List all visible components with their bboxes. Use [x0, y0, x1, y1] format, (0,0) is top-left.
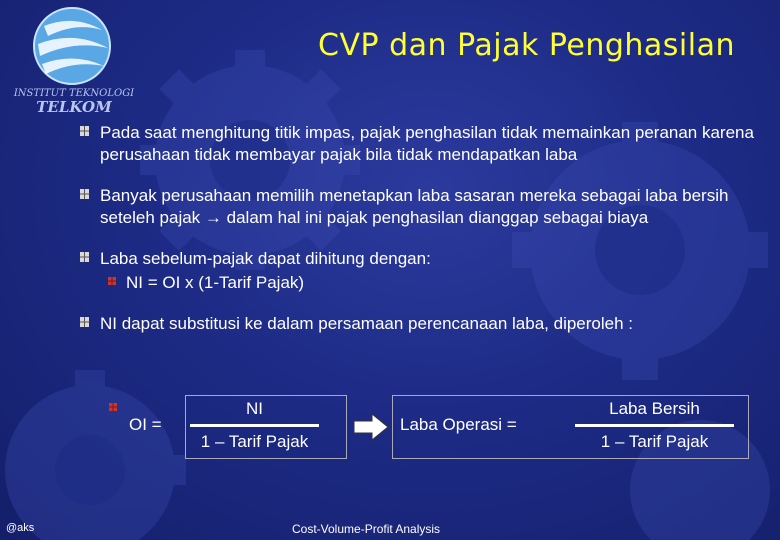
bullet-icon [80, 189, 89, 199]
bullet-text: Banyak perusahaan memilih menetapkan laba sasaran mereka sebagai laba bersih seteleh pajak → dalam hal ini pajak penghasilan dianggap sebagai biaya [100, 186, 729, 227]
formula-row [107, 395, 757, 461]
bullet-item [74, 313, 754, 335]
fraction-laba-bersih [567, 399, 742, 452]
oi-label: OI = [129, 415, 162, 434]
bullet-text: Pada saat menghitung titik impas, pajak penghasilan tidak memainkan peranan karena perusahaan tidak membayar pajak bila tidak mendapatkan laba [100, 123, 754, 164]
bullet-text: Laba sebelum-pajak dapat dihitung dengan: [100, 249, 431, 268]
bullet-list [74, 122, 754, 354]
bullet-text: NI dapat substitusi ke dalam persamaan perencanaan laba, diperoleh : [100, 314, 634, 333]
sub-bullet-icon [109, 403, 117, 411]
fraction-bar [575, 424, 734, 427]
telkom-logo [4, 4, 144, 116]
logo-text-line2: TELKOM [36, 98, 112, 116]
bullet-icon [80, 126, 89, 136]
fraction-ni [182, 399, 327, 452]
sub-bullet-icon [108, 277, 116, 285]
fraction-numerator: NI [246, 399, 263, 418]
fraction-denominator: 1 – Tarif Pajak [200, 432, 309, 451]
arrow-right-icon [352, 412, 390, 442]
fraction-bar [190, 424, 319, 427]
bullet-icon [80, 252, 89, 262]
fraction-numerator: Laba Bersih [609, 399, 700, 418]
bullet-item [74, 122, 754, 166]
bullet-icon [80, 317, 89, 327]
footer-title: Cost-Volume-Profit Analysis [292, 522, 441, 536]
logo-text-line1: INSTITUT TEKNOLOGI [13, 88, 135, 99]
bullet-item [74, 248, 754, 294]
bullet-item [74, 185, 754, 229]
sub-bullet-item [100, 272, 754, 294]
laba-operasi-label: Laba Operasi = [400, 415, 517, 434]
sub-bullet-text: NI = OI x (1-Tarif Pajak) [126, 273, 305, 292]
footer-author: @aks [6, 522, 35, 534]
slide-title: CVP dan Pajak Penghasilan [318, 28, 735, 63]
fraction-denominator: 1 – Tarif Pajak [600, 432, 709, 451]
